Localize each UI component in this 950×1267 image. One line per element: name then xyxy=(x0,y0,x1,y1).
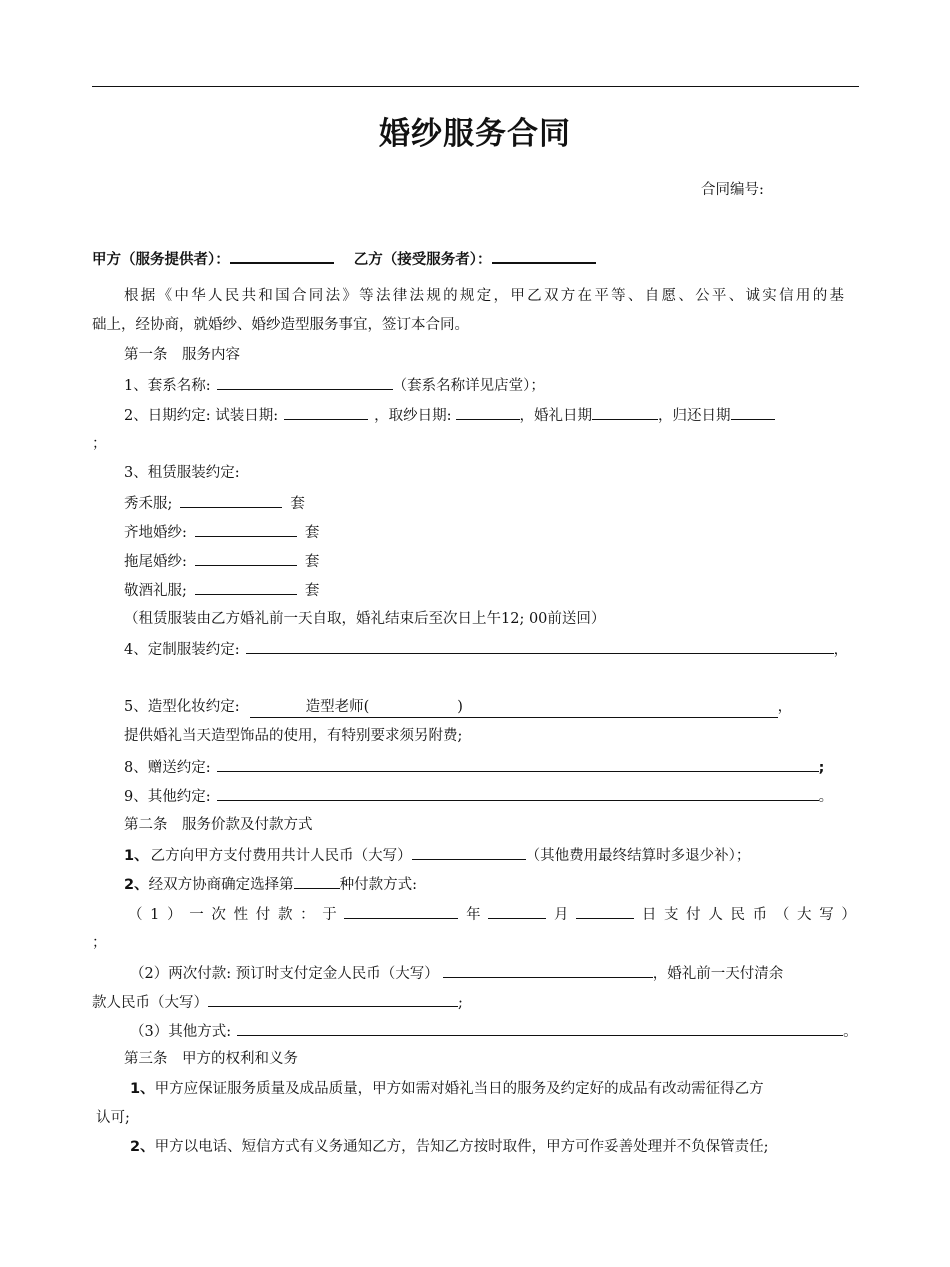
payment-option-1 xyxy=(128,903,856,925)
option-1-char: 支 xyxy=(663,907,679,923)
garment-qty-field[interactable] xyxy=(195,521,297,537)
rental-note: （租赁服装由乙方婚礼前一天自取，婚礼结束后至次日上午12; 00前送回） xyxy=(124,611,606,627)
option-1-char: 性 xyxy=(233,907,249,923)
makeup-field[interactable] xyxy=(250,697,778,718)
total-fee-label: 乙方向甲方支付费用共计人民币（大写） xyxy=(150,848,412,864)
option-1-char: 次 xyxy=(211,907,226,923)
garment-qty-field[interactable] xyxy=(180,492,282,508)
garment-qty-field[interactable] xyxy=(195,579,297,595)
other-payment-label: （3）其他方式: xyxy=(130,1024,232,1040)
fitting-date-label: 2、日期约定: 试装日期: xyxy=(124,408,279,424)
makeup-note: 提供婚礼当天造型饰品的使用，有特别要求须另附费; xyxy=(124,728,463,744)
payment-option-1-end: ； xyxy=(92,935,107,951)
option-1-char: 款 xyxy=(277,907,293,923)
item-8-end: ; xyxy=(818,760,825,776)
stylist-paren: ) xyxy=(457,699,463,715)
garment-row-2 xyxy=(124,521,319,543)
article-1-item-3: 3、租赁服装约定: xyxy=(124,465,240,481)
article-3-item-1-line-2: 认可; xyxy=(96,1110,130,1126)
preamble-line-2: 础上，经协商，就婚纱、婚纱造型服务事宜，签订本合同。 xyxy=(92,317,469,333)
option-1-char: 日 xyxy=(641,907,657,923)
top-rule xyxy=(92,86,859,87)
article-1-item-5 xyxy=(124,697,792,718)
item-number: 1、 xyxy=(130,1081,155,1097)
page-title: 婚纱服务合同 xyxy=(379,116,571,152)
payment-option-2 xyxy=(130,962,783,984)
article-3-item-2-text: 甲方以电话、短信方式有义务通知乙方，告知乙方按时取件，甲方可作妥善处理并不负保管责任; xyxy=(154,1139,769,1155)
garment-label: 齐地婚纱: xyxy=(124,525,187,541)
balance-label: ，婚礼前一天付清余 xyxy=(652,966,784,982)
payment-method-end: 种付款方式: xyxy=(339,877,417,893)
garment-row-4 xyxy=(124,579,319,601)
balance-label-2: 款人民币（大写） xyxy=(92,995,208,1011)
article-3-item-1 xyxy=(130,1079,764,1099)
article-2-item-2 xyxy=(124,873,417,895)
item-number: 2、 xyxy=(124,877,149,893)
option-1-char: （ xyxy=(128,907,143,923)
month-label: 月 xyxy=(553,907,569,923)
package-name-note: （套系名称详见店堂）； xyxy=(392,378,545,394)
garment-unit: 套 xyxy=(290,496,305,512)
return-date-field[interactable] xyxy=(731,404,775,420)
garment-unit: 套 xyxy=(304,525,320,541)
total-fee-note: （其他费用最终结算时多退少补）； xyxy=(525,848,751,864)
party-line xyxy=(92,247,596,270)
makeup-label: 5、造型化妆约定: xyxy=(124,699,240,715)
party-b-field[interactable] xyxy=(492,247,596,264)
deposit-field[interactable] xyxy=(443,962,653,978)
option-1-char: ） xyxy=(167,907,182,923)
option-3-end: 。 xyxy=(843,1024,858,1040)
garment-row-3 xyxy=(124,550,319,572)
item-9-end: 。 xyxy=(818,789,834,805)
garment-unit: 套 xyxy=(304,583,320,599)
payment-option-2-line-2 xyxy=(92,991,463,1013)
article-1-item-2-end: ； xyxy=(92,436,107,452)
total-fee-field[interactable] xyxy=(412,844,526,860)
stylist-label: 造型老师( xyxy=(305,699,370,715)
option-1-char: 付 xyxy=(255,907,271,923)
item-4-end: ， xyxy=(833,642,849,658)
garment-row-1 xyxy=(124,492,305,514)
package-name-label: 1、套系名称: xyxy=(124,378,211,394)
option-1-char: 1 xyxy=(150,907,160,923)
party-a-field[interactable] xyxy=(230,247,334,264)
article-1-heading: 第一条 服务内容 xyxy=(124,347,240,363)
article-1-item-8 xyxy=(124,756,824,778)
option-1-year-field[interactable] xyxy=(344,903,458,919)
deposit-label: （2）两次付款: 预订时支付定金人民币（大写） xyxy=(130,966,439,982)
item-number: 1、 xyxy=(124,848,149,864)
option-1-char: ： xyxy=(300,907,315,923)
contract-number-label: 合同编号: xyxy=(701,182,764,198)
wedding-date-field[interactable] xyxy=(592,404,658,420)
option-1-char: 一 xyxy=(189,907,204,923)
other-terms-field[interactable] xyxy=(217,785,819,801)
option-1-char: ） xyxy=(841,907,856,923)
preamble-line-1: 根据《中华人民共和国合同法》等法律法规的规定，甲乙双方在平等、自愿、公平、诚实信用的基 xyxy=(124,288,844,304)
package-name-field[interactable] xyxy=(217,374,393,390)
option-1-char: 人 xyxy=(708,907,723,923)
article-3-heading: 第三条 甲方的权利和义务 xyxy=(124,1051,298,1067)
article-2-heading: 第二条 服务价款及付款方式 xyxy=(124,817,313,833)
option-1-char: 写 xyxy=(819,907,834,923)
option-1-char: 民 xyxy=(730,907,745,923)
balance-field[interactable] xyxy=(208,991,458,1007)
garment-label: 敬酒礼服; xyxy=(124,583,187,599)
fitting-date-field[interactable] xyxy=(284,404,368,420)
payment-option-3 xyxy=(130,1020,858,1042)
article-1-item-4 xyxy=(124,638,848,660)
gift-label: 8、赠送约定: xyxy=(124,760,211,776)
option-1-day-field[interactable] xyxy=(576,903,634,919)
return-date-label: ，归还日期 xyxy=(658,408,731,424)
article-1-item-2 xyxy=(124,404,775,426)
wedding-date-label: ，婚礼日期 xyxy=(519,408,592,424)
garment-qty-field[interactable] xyxy=(195,550,297,566)
garment-label: 拖尾婚纱: xyxy=(124,554,187,570)
option-1-char: 大 xyxy=(797,907,812,923)
other-payment-field[interactable] xyxy=(237,1020,843,1036)
article-1-item-9 xyxy=(124,785,833,807)
article-1-item-1 xyxy=(124,374,545,396)
custom-garment-field[interactable] xyxy=(246,638,834,654)
item-number: 2、 xyxy=(130,1139,155,1155)
option-1-char: （ xyxy=(774,907,790,923)
custom-garment-label: 4、定制服装约定: xyxy=(124,642,240,658)
option-1-char: 付 xyxy=(686,907,701,923)
article-2-item-1 xyxy=(124,844,750,866)
pickup-date-label: ，取纱日期: xyxy=(374,408,452,424)
option-1-char: 币 xyxy=(752,907,768,923)
article-3-item-1-text: 甲方应保证服务质量及成品质量，甲方如需对婚礼当日的服务及约定好的成品有改动需征得乙方 xyxy=(154,1081,764,1097)
option-1-month-field[interactable] xyxy=(488,903,546,919)
option-1-char: 于 xyxy=(322,907,337,923)
gift-field[interactable] xyxy=(217,756,819,772)
year-label: 年 xyxy=(466,907,481,923)
party-a-label: 甲方（服务提供者）： xyxy=(92,252,230,268)
article-3-item-2 xyxy=(130,1137,768,1157)
pickup-date-field[interactable] xyxy=(456,404,520,420)
payment-method-label: 经双方协商确定选择第 xyxy=(148,877,294,893)
garment-unit: 套 xyxy=(304,554,320,570)
other-terms-label: 9、其他约定: xyxy=(124,789,211,805)
item-5-end: ， xyxy=(777,699,793,715)
option-2-end: ; xyxy=(458,995,463,1011)
party-b-label: 乙方（接受服务者）： xyxy=(353,252,492,268)
payment-method-field[interactable] xyxy=(294,873,340,889)
garment-label: 秀禾服; xyxy=(124,496,173,512)
